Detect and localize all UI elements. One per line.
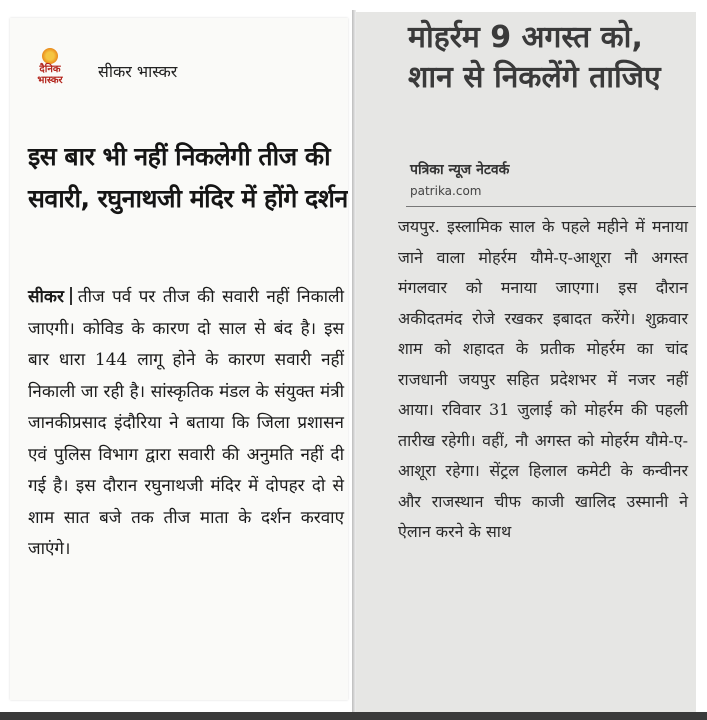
teej-article-body xyxy=(28,282,344,566)
byline: पत्रिका न्यूज नेटवर्क xyxy=(410,162,510,178)
byline-rule xyxy=(406,206,696,207)
edition-name: सीकर भास्कर xyxy=(98,62,178,81)
muharram-article-body: जयपुर. इस्लामिक साल के पहले महीने में मनाया जाने वाला मोहर्रम यौमे-ए-आशूरा नौ अगस्त मंगलवार को मनाया जाएगा। इस दौरान अकीदतमंद रोजे रखकर इबादत करेंगे। शुक्रवार शाम को शहादत के प्रतीक मोहर्रम का चांद राजधानी जयपुर सहित प्रदेशभर में नजर नहीं आया। रविवार 31 जुलाई को मोहर्रम की पहली तारीख रहेगी। वहीं, नौ अगस्त को मोहर्रम यौमे-ए-आशूरा रहेगा। सेंट्रल हिलाल कमेटी के कन्वीनर और राजस्थान चीफ काजी खालिद उस्मानी ने ऐलान करने के साथ xyxy=(398,217,688,541)
dateline: सीकर xyxy=(28,287,64,307)
bottom-edge xyxy=(0,712,707,720)
muharram-headline: मोहर्रम 9 अगस्त को, शान से निकलेंगे ताजिए xyxy=(408,20,661,95)
sikar-bhaskar-clipping xyxy=(10,18,348,700)
dateline-separator xyxy=(70,287,72,305)
dainik-bhaskar-logo xyxy=(28,48,72,94)
patrika-clipping xyxy=(356,12,696,716)
masthead xyxy=(28,40,328,104)
logo-text: दैनिक भास्कर xyxy=(37,64,63,86)
site-url: patrika.com xyxy=(410,184,482,198)
teej-headline: इस बार भी नहीं निकलेगी तीज की सवारी, रघुनाथजी मंदिर में होंगे दर्शन xyxy=(28,142,348,213)
article-text: तीज पर्व पर तीज की सवारी नहीं निकाली जाएगी। कोविड के कारण दो साल से बंद है। इस बार धारा 144 लागू होने के कारण सवारी नहीं निकाली जा रही है। सांस्कृतिक मंडल के संयुक्त मंत्री जानकीप्रसाद इंदौरिया ने बताया कि जिला प्रशासन एवं पुलिस विभाग द्वारा सवारी की अनुमति नहीं दी गई है। इस दौरान रघुनाथजी मंदिर में दोपहर दो से शाम सात बजे तक तीज माता के दर्शन करवाए जाएंगे। xyxy=(28,287,344,559)
sun-icon xyxy=(42,48,58,64)
